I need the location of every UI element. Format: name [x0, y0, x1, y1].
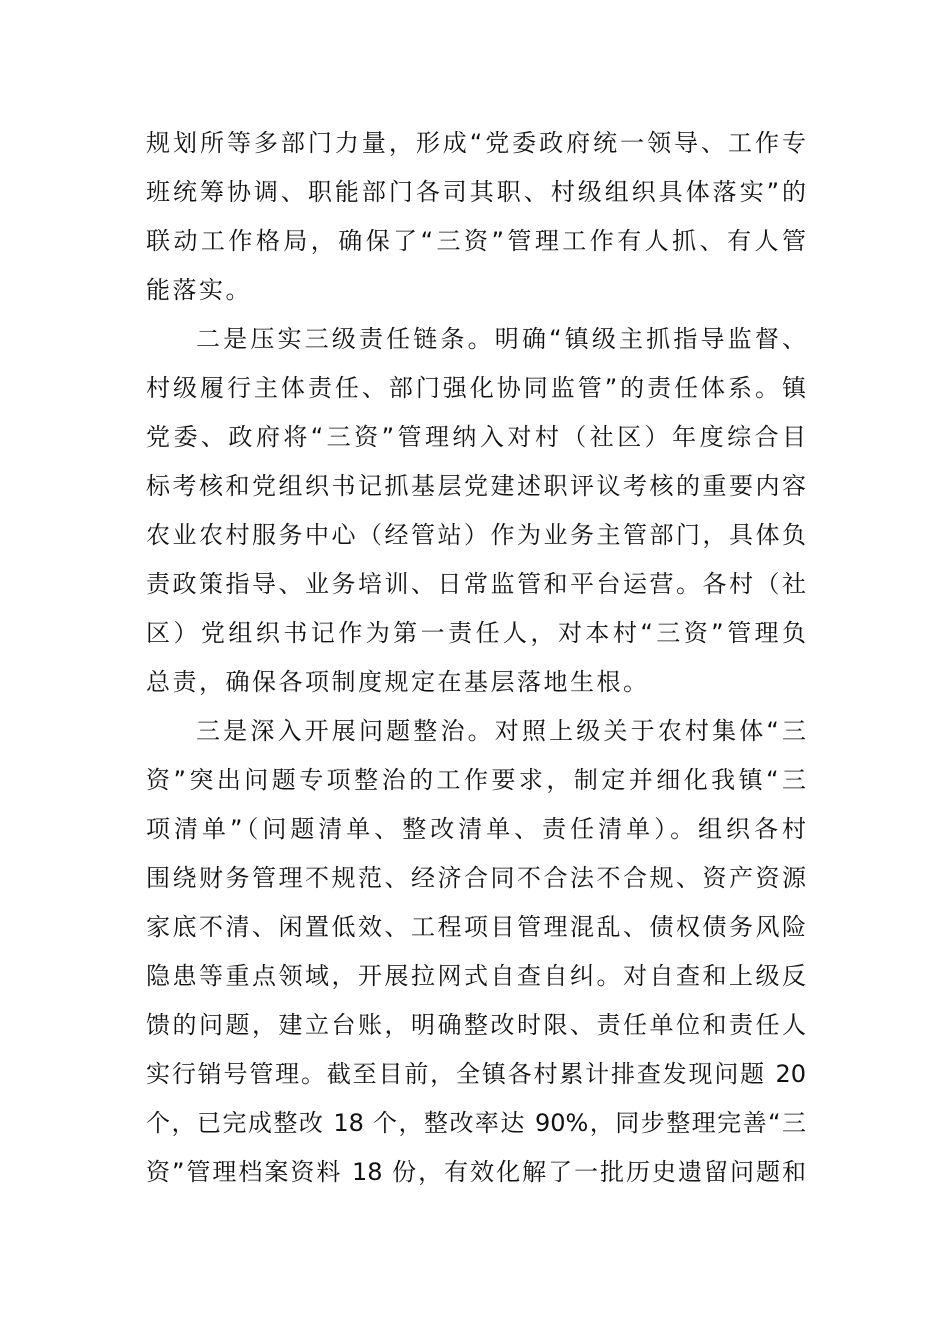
text-line: 隐患等重点领域，开展拉网式自查自纠。对自查和上级反	[146, 962, 806, 990]
text-line: 资”管理档案资料 18 份，有效化解了一批历史遗留问题和	[146, 1158, 806, 1186]
text-line: 规划所等多部门力量，形成“党委政府统一领导、工作专	[146, 129, 806, 157]
text-line: 责政策指导、业务培训、日常监管和平台运营。各村（社	[146, 570, 806, 598]
text-line: 区）党组织书记作为第一责任人，对本村“三资”管理负	[146, 619, 806, 647]
text-line: 班统筹协调、职能部门各司其职、村级组织具体落实”的	[146, 178, 806, 206]
text-line: 项清单”（问题清单、整改清单、责任清单）。组织各村	[146, 815, 806, 843]
paragraph-first-line: 三是深入开展问题整治。对照上级关于农村集体“三	[196, 717, 806, 745]
text-line: 资”突出问题专项整治的工作要求，制定并细化我镇“三	[146, 766, 806, 794]
text-line: 联动工作格局，确保了“三资”管理工作有人抓、有人管	[146, 227, 806, 255]
text-line: 实行销号管理。截至目前，全镇各村累计排查发现问题 20	[146, 1060, 806, 1088]
text-line: 馈的问题，建立台账，明确整改时限、责任单位和责任人	[146, 1011, 806, 1039]
paragraph-first-line: 二是压实三级责任链条。明确“镇级主抓指导监督、	[196, 325, 806, 353]
text-line: 家底不清、闲置低效、工程项目管理混乱、债权债务风险	[146, 913, 806, 941]
text-line: 围绕财务管理不规范、经济合同不合法不合规、资产资源	[146, 864, 806, 892]
text-line: 标考核和党组织书记抓基层党建述职评议考核的重要内容	[146, 472, 806, 500]
text-line: 村级履行主体责任、部门强化协同监管”的责任体系。镇	[146, 374, 806, 402]
text-line: 党委、政府将“三资”管理纳入对村（社区）年度综合目	[146, 423, 806, 451]
text-line: 农业农村服务中心（经管站）作为业务主管部门，具体负	[146, 521, 806, 549]
text-line: 总责，确保各项制度规定在基层落地生根。	[146, 668, 650, 696]
text-line: 个，已完成整改 18 个，整改率达 90%，同步整理完善“三	[146, 1109, 806, 1137]
text-line: 能落实。	[146, 276, 252, 304]
